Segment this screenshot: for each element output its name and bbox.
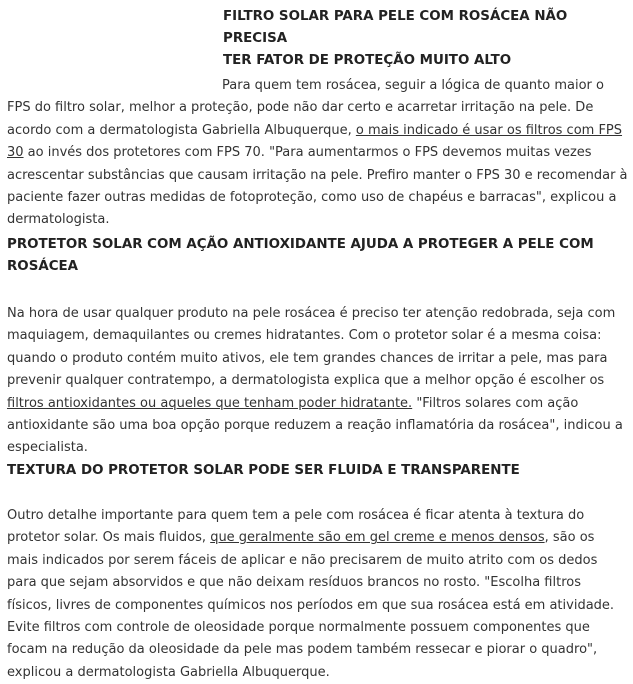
gel-cream-link[interactable]: que geralmente são em gel creme e menos densos	[210, 530, 545, 546]
section-1-title	[223, 6, 633, 72]
section-2-title-line-2: ROSÁCEA	[7, 259, 79, 274]
section-2-title	[7, 234, 594, 278]
section-2-paragraph	[7, 303, 629, 460]
section-3-text-before-link: Outro detalhe importante para quem tem a pele com rosácea é ficar atenta à textura do protetor solar. Os mais fluidos,	[7, 508, 585, 546]
section-3-text-after-link: , são os mais indicados por serem fáceis de aplicar e não precisarem de muito atrito com os dedos para que sejam absorvidos e que não deixam resíduos brancos no rosto. "Escolha filtros físicos, livres de componentes químicos nos períodos em que sua rosácea está em atividade. Evite filtros com controle de oleosidade porque normalmente possuem componentes que focam na redução da oleosidade da pele mas podem também ressecar e piorar o quadro", explicou a dermatologista Gabriella Albuquerque.	[7, 530, 615, 680]
section-2-text-after-link: "Filtros solares com ação antioxidante são uma boa opção porque reduzem a reação inflamatória da rosácea", indicou a especialista.	[7, 395, 623, 456]
fps-30-link[interactable]: o mais indicado é usar os filtros com FPS 30	[7, 122, 623, 161]
section-1-paragraph	[7, 75, 629, 232]
section-1-title-line-1: FILTRO SOLAR PARA PELE COM ROSÁCEA NÃO PRECISA	[223, 9, 568, 46]
section-1-text-before-link: Para quem tem rosácea, seguir a lógica de quanto maior o FPS do filtro solar, melhor a proteção, pode não dar certo e acarretar irritação na pele. De acordo com a dermatologista Gabriella Albuquerque,	[7, 78, 604, 138]
section-1-text-after-link: ao invés dos protetores com FPS 70. "Para aumentarmos o FPS devemos muitas vezes acrescentar substâncias que causam irritação na pele. Prefiro manter o FPS 30 e recomendar à paciente fazer outras medidas de fotoproteção, como uso de chapéus e barracas", explicou a dermatologista.	[7, 145, 628, 228]
section-2-title-line-1: PROTETOR SOLAR COM AÇÃO ANTIOXIDANTE AJUDA A PROTEGER A PELE COM	[7, 237, 594, 252]
section-3-title	[7, 460, 520, 482]
section-1-title-line-2: TER FATOR DE PROTEÇÃO MUITO ALTO	[223, 53, 512, 68]
section-3-title-text: TEXTURA DO PROTETOR SOLAR PODE SER FLUIDA E TRANSPARENTE	[7, 463, 520, 478]
section-2-text-before-link: Na hora de usar qualquer produto na pele rosácea é preciso ter atenção redobrada, seja com maquiagem, demaquilantes ou cremes hidratantes. Com o protetor solar é a mesma coisa: quando o produto contém muito ativos, ele tem grandes chances de irritar a pele, mas para prevenir qualquer contratempo, a dermatologista explica que a melhor opção é escolher os	[7, 306, 616, 389]
section-3-paragraph	[7, 505, 629, 684]
antioxidant-filters-link[interactable]: filtros antioxidantes ou aqueles que tenham poder hidratante.	[7, 395, 413, 411]
